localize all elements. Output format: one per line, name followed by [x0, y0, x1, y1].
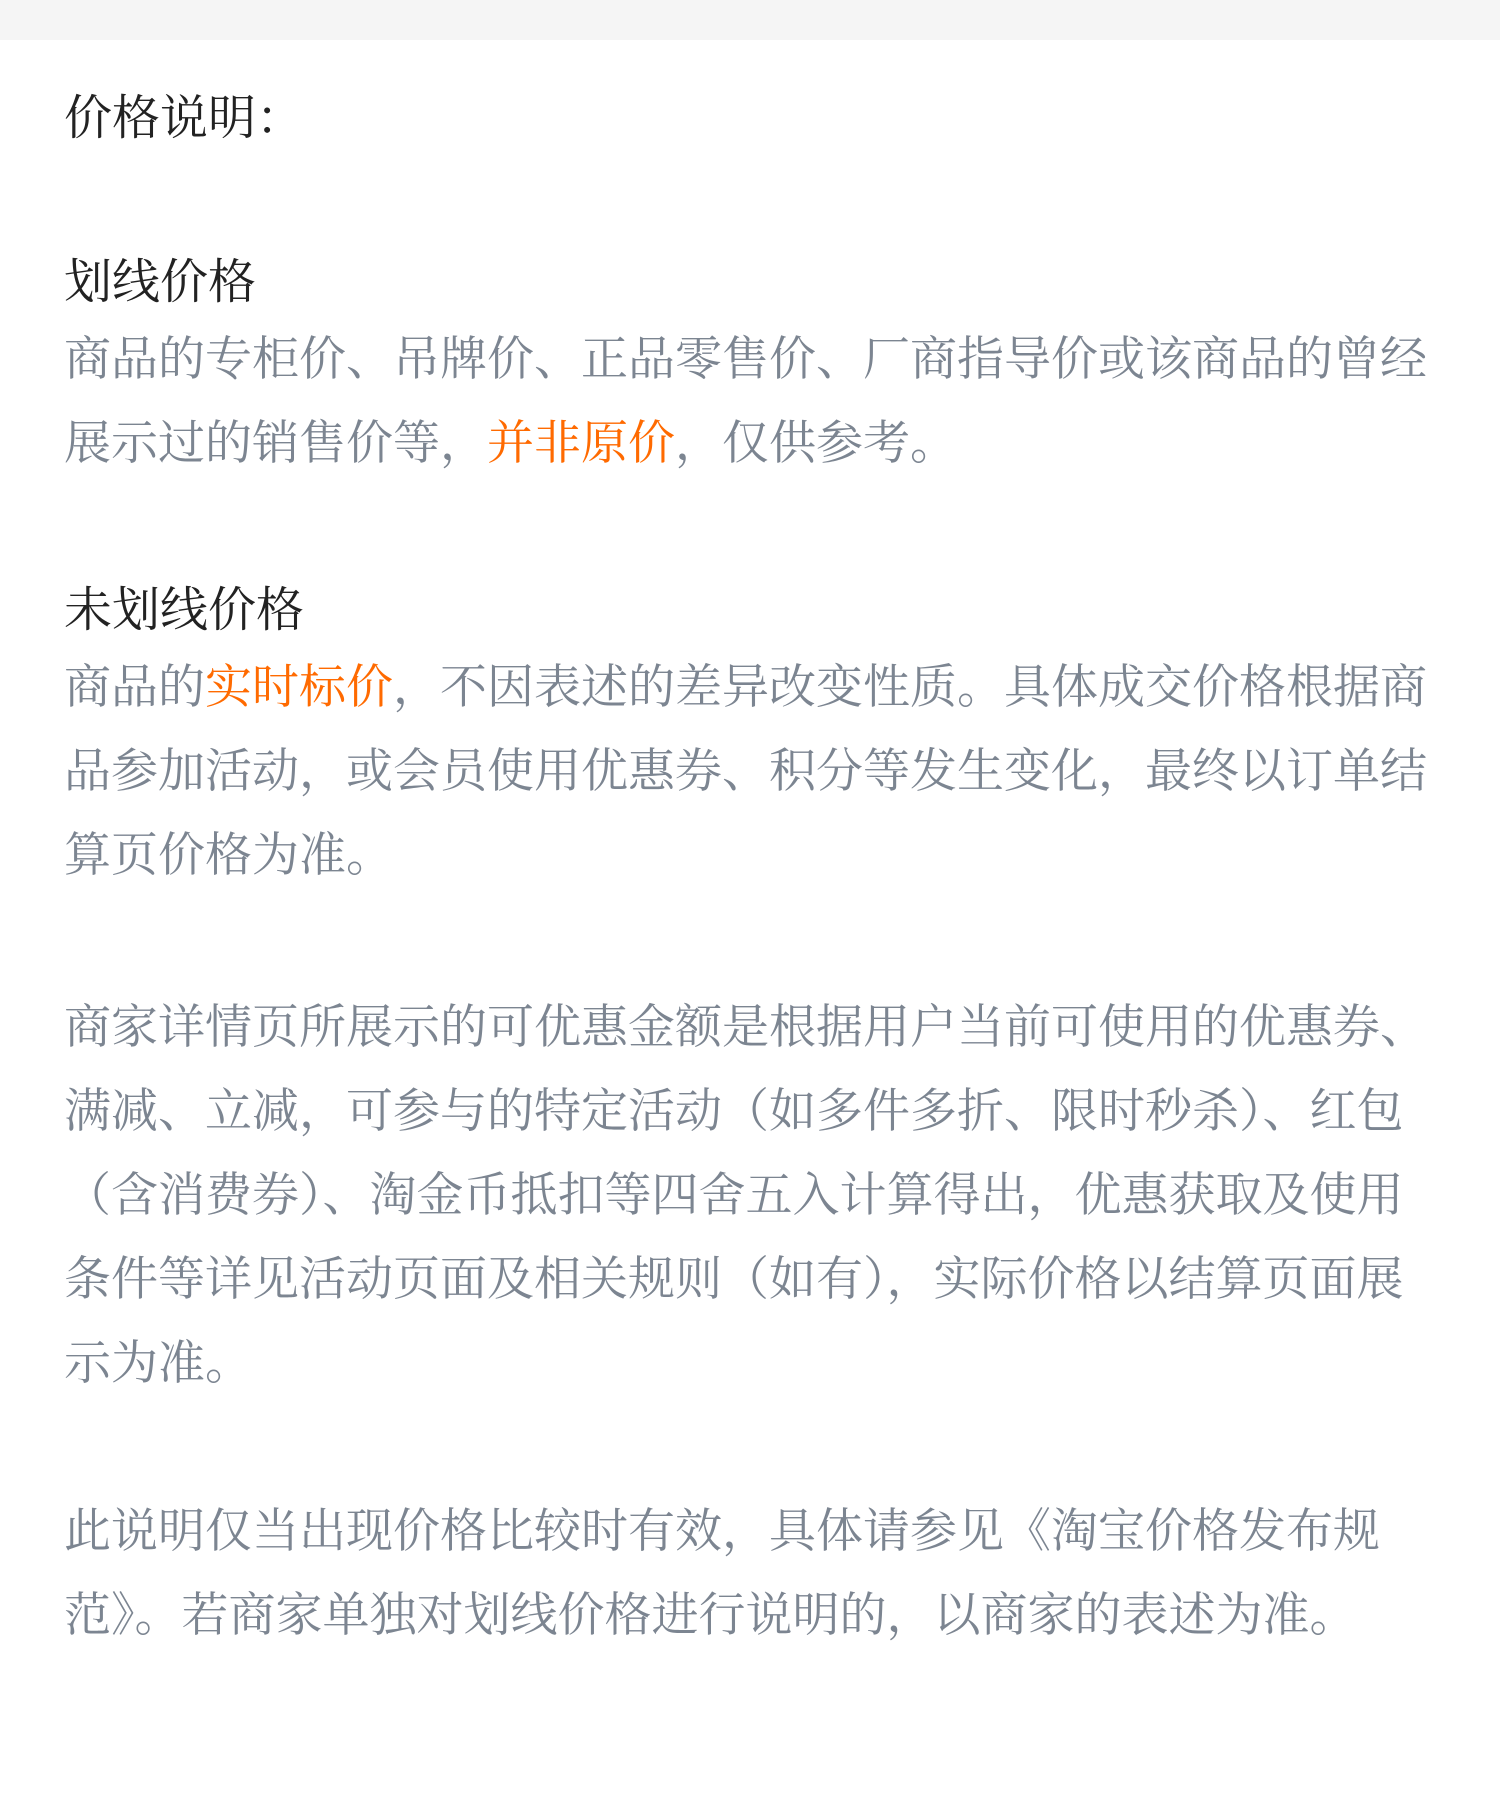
section-heading-strikethrough-price: 划线价格	[64, 254, 257, 310]
discount-amount-paragraph: 商家详情页所展示的可优惠金额是根据用户当前可使用的优惠券、满减、立减，可参与的特定活动（如多件多折、限时秒杀）、红包（含消费券）、淘金币抵扣等四舍五入计算得出，优惠获取及使用条件等详见活动页面及相关规则（如有），实际价格以结算页面展示为准。	[64, 1000, 1427, 1391]
highlight-text: 并非原价	[487, 416, 675, 471]
body-text: ，不因表述的差异改变性质。具体成交价格根据商品参加活动，或会员使用优惠券、积分等发生变化，最终以订单结算页价格为准。	[64, 660, 1427, 883]
validity-paragraph: 此说明仅当出现价格比较时有效，具体请参见《淘宝价格发布规范》。若商家单独对划线价格进行说明的，以商家的表述为准。	[64, 1504, 1380, 1643]
section-body-non-strikethrough-price	[64, 646, 1436, 898]
section-strikethrough-price	[64, 254, 1436, 486]
price-description-content	[64, 40, 1436, 1658]
highlight-text: 实时标价	[205, 660, 393, 715]
top-bar	[0, 0, 1500, 40]
body-text: ，仅供参考。	[675, 416, 957, 471]
section-heading-non-strikethrough-price: 未划线价格	[64, 582, 305, 638]
body-text: 商品的专柜价、吊牌价、正品零售价、厂商指导价或该商品的曾经展示过的销售价等，	[64, 332, 1427, 471]
section-non-strikethrough-price	[64, 582, 1436, 898]
body-text: 商品的	[64, 660, 205, 715]
page-title: 价格说明：	[64, 90, 305, 146]
section-body-strikethrough-price	[64, 318, 1436, 486]
